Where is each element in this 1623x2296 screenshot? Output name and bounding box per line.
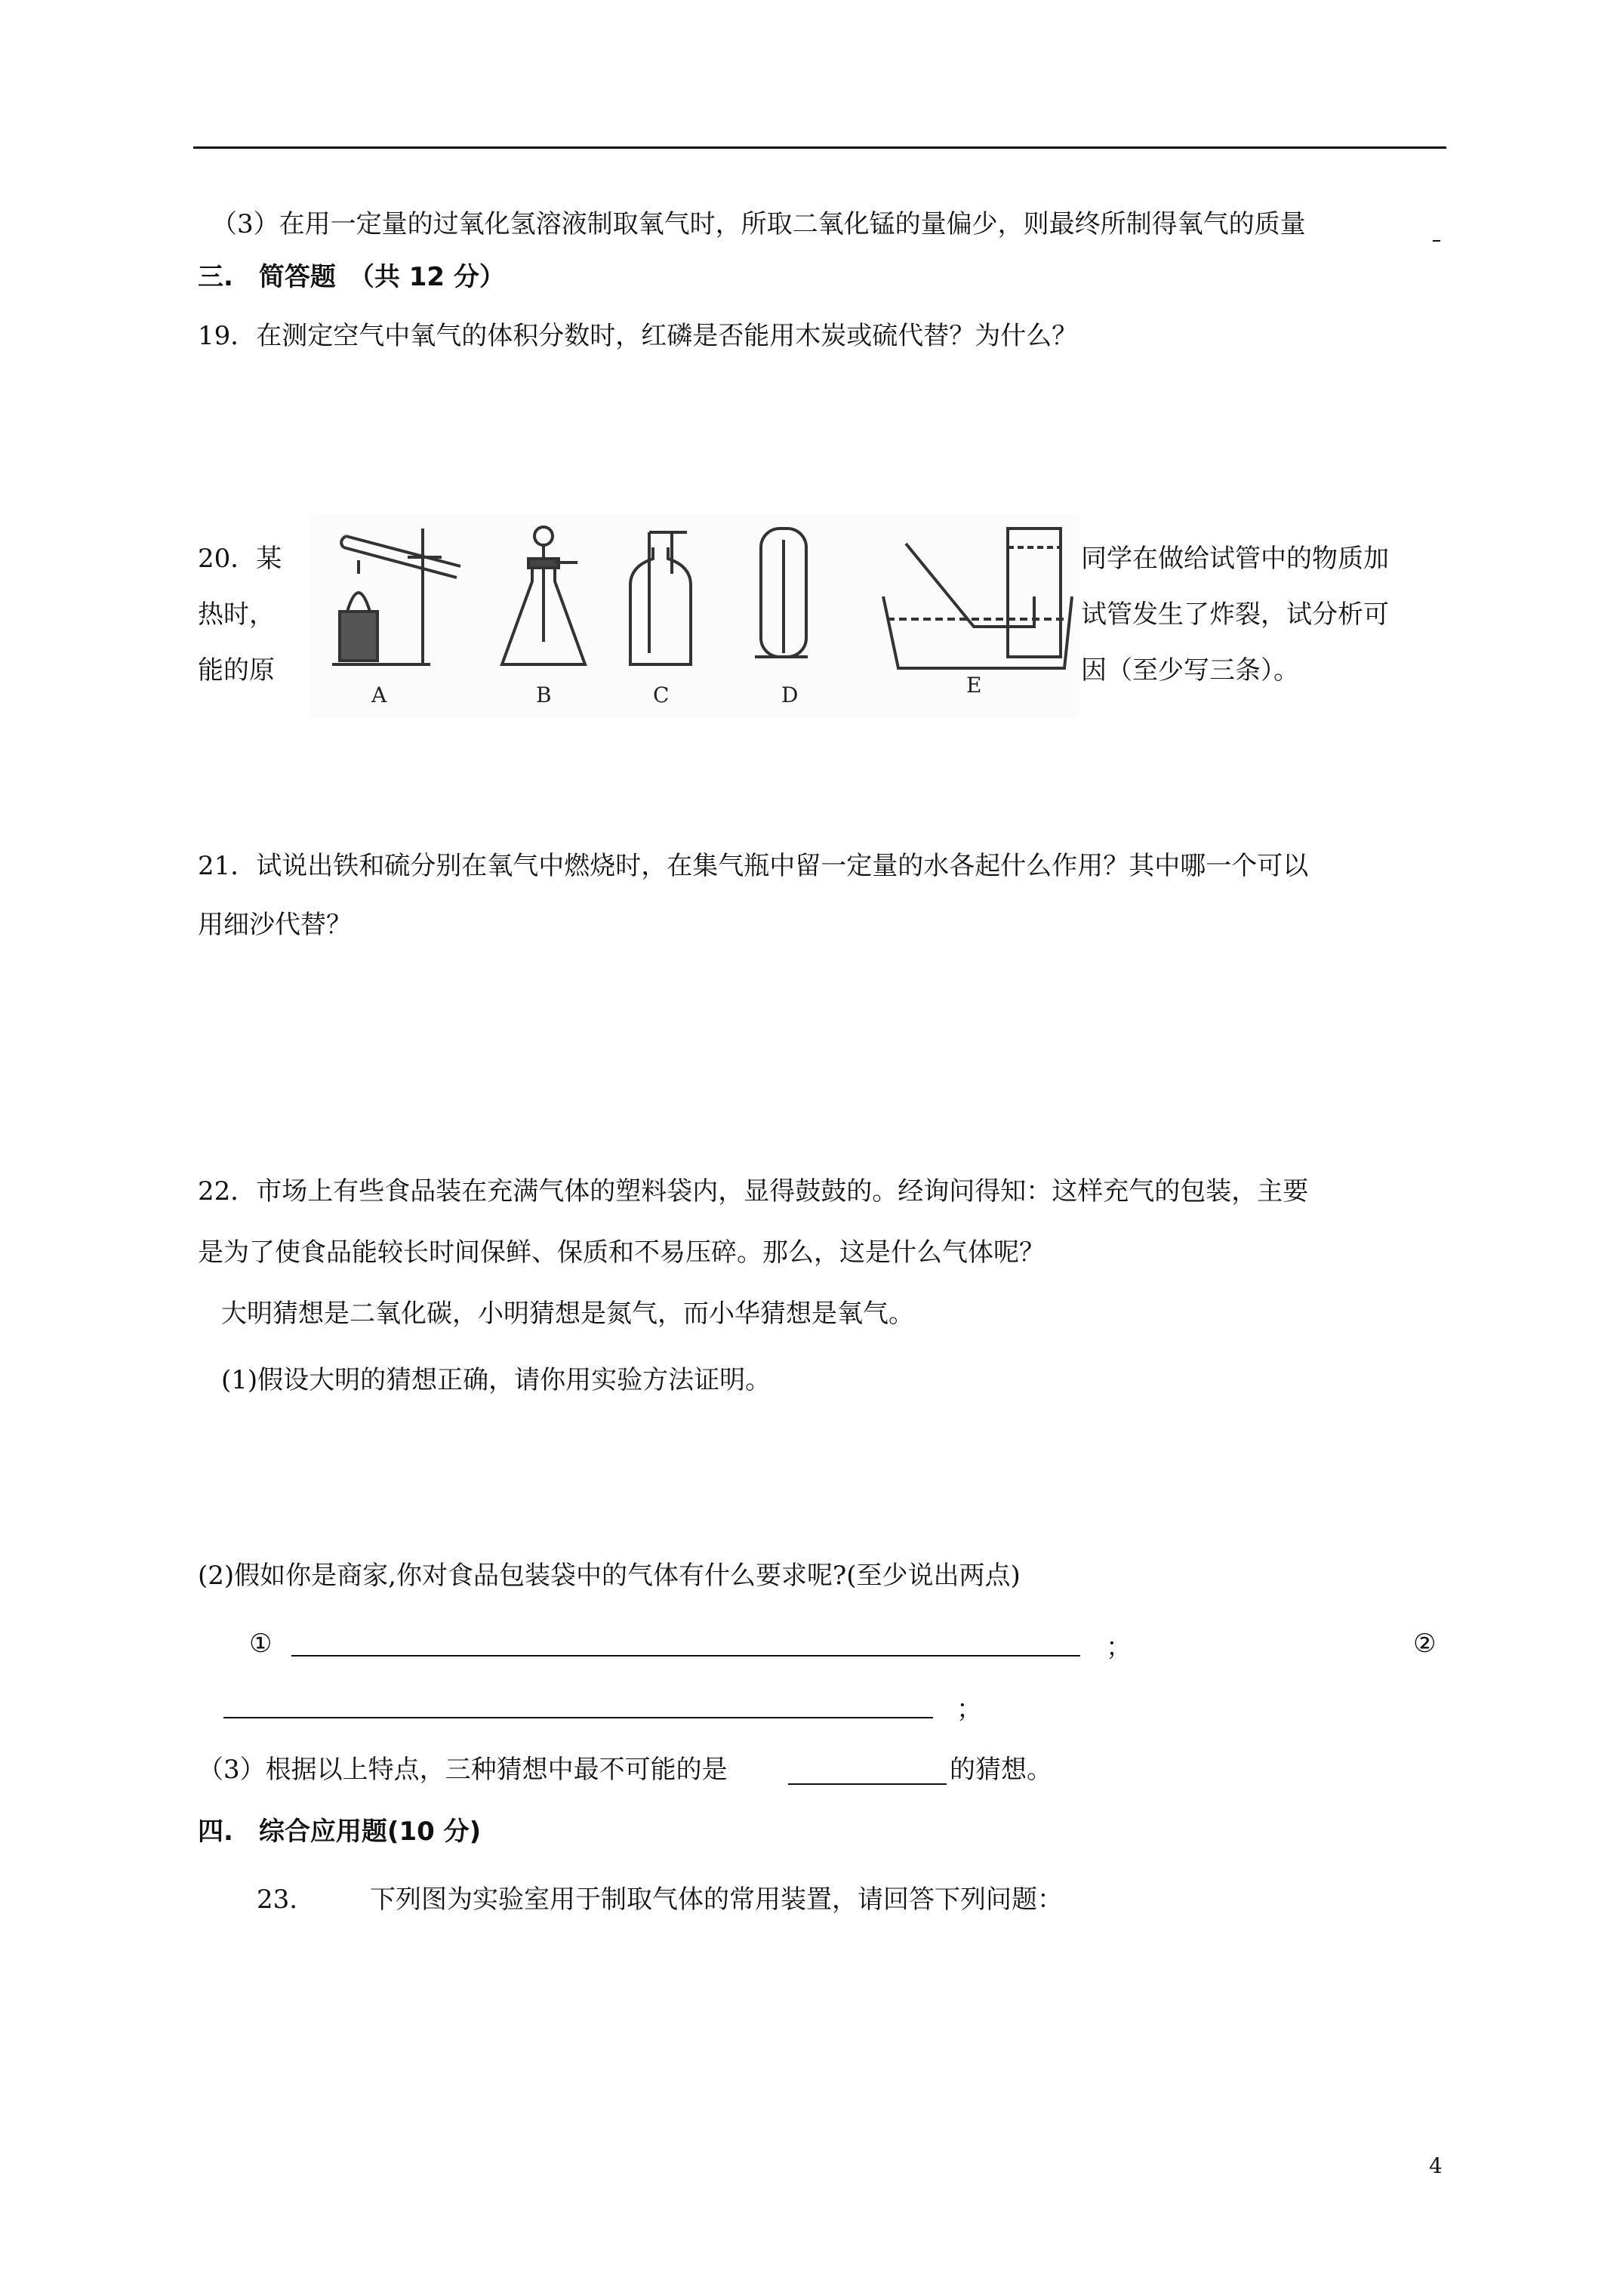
q23-number: 23. xyxy=(257,1885,298,1915)
q22-answer-line-2 xyxy=(223,1717,933,1718)
q20-left-line-3: 能的原 xyxy=(198,655,275,686)
q22-line-3: 大明猜想是二氧化碳，小明猜想是氮气，而小华猜想是氧气。 xyxy=(221,1299,914,1329)
figure-label-a: A xyxy=(371,683,387,707)
q22-blank-2-marker: ② xyxy=(1413,1629,1437,1659)
figure-label-e: E xyxy=(966,673,982,698)
q22-part-1: (1)假设大明的猜想正确，请你用实验方法证明。 xyxy=(221,1365,771,1395)
section-4-title: 四. 综合应用题(10 分) xyxy=(198,1817,482,1847)
q18-answer-blank xyxy=(1433,240,1440,242)
q22-line-2: 是为了使食品能较长时间保鲜、保质和不易压碎。那么，这是什么气体呢？ xyxy=(198,1237,1045,1268)
q20-right-line-2: 试管发生了炸裂，试分析可 xyxy=(1081,599,1389,630)
figure-label-b: B xyxy=(536,683,552,707)
apparatus-d-drying-tube xyxy=(755,529,808,657)
q20-right-line-3: 因（至少写三条）。 xyxy=(1081,655,1299,686)
q22-blank-1-marker: ① xyxy=(249,1629,273,1659)
q22-part-3-prefix: （3）根据以上特点，三种猜想中最不可能的是 xyxy=(198,1755,728,1785)
figure-label-c: C xyxy=(653,683,670,707)
q22-part-3-blank xyxy=(788,1783,947,1785)
q23-text: 下列图为实验室用于制取气体的常用装置，请回答下列问题： xyxy=(370,1885,1063,1915)
q19-text: 19．在测定空气中氧气的体积分数时，红磷是否能用木炭或硫代替？为什么？ xyxy=(198,321,1078,351)
lab-apparatus-figure xyxy=(310,513,1079,717)
apparatus-drawing xyxy=(310,513,1079,717)
q21-line-2: 用细沙代替？ xyxy=(198,910,352,940)
q22-blank-2-end: ； xyxy=(956,1694,982,1724)
q22-part-2: (2)假如你是商家,你对食品包装袋中的气体有什么要求呢?(至少说出两点) xyxy=(198,1561,1021,1591)
q22-answer-line-1 xyxy=(291,1655,1080,1657)
apparatus-c-gas-bottle xyxy=(630,532,691,664)
apparatus-a-heating-tube xyxy=(332,529,460,664)
q21-line-1: 21．试说出铁和硫分别在氧气中燃烧时，在集气瓶中留一定量的水各起什么作用？其中哪一个可以 xyxy=(198,851,1309,881)
figure-label-d: D xyxy=(781,683,799,707)
q20-left-line-1: 20．某 xyxy=(198,544,282,574)
page-number: 4 xyxy=(1429,2153,1443,2178)
q22-line-1: 22．市场上有些食品装在充满气体的塑料袋内，显得鼓鼓的。经询问得知：这样充气的包装，主要 xyxy=(198,1176,1309,1207)
q20-left-line-2: 热时， xyxy=(198,599,275,630)
header-rule xyxy=(193,146,1446,149)
q20-right-line-1: 同学在做给试管中的物质加 xyxy=(1081,544,1389,574)
q22-blank-1-end: ； xyxy=(1106,1632,1132,1663)
q18-part3: （3）在用一定量的过氧化氢溶液制取氧气时，所取二氧化锰的量偏少，则最终所制得氧气的质量 xyxy=(211,209,1306,239)
section-3-title: 三. 简答题 （共 12 分） xyxy=(198,262,505,292)
apparatus-b-conical-flask xyxy=(502,527,585,664)
q22-part-3-suffix: 的猜想。 xyxy=(950,1755,1052,1785)
apparatus-e-water-trough xyxy=(883,529,1072,668)
